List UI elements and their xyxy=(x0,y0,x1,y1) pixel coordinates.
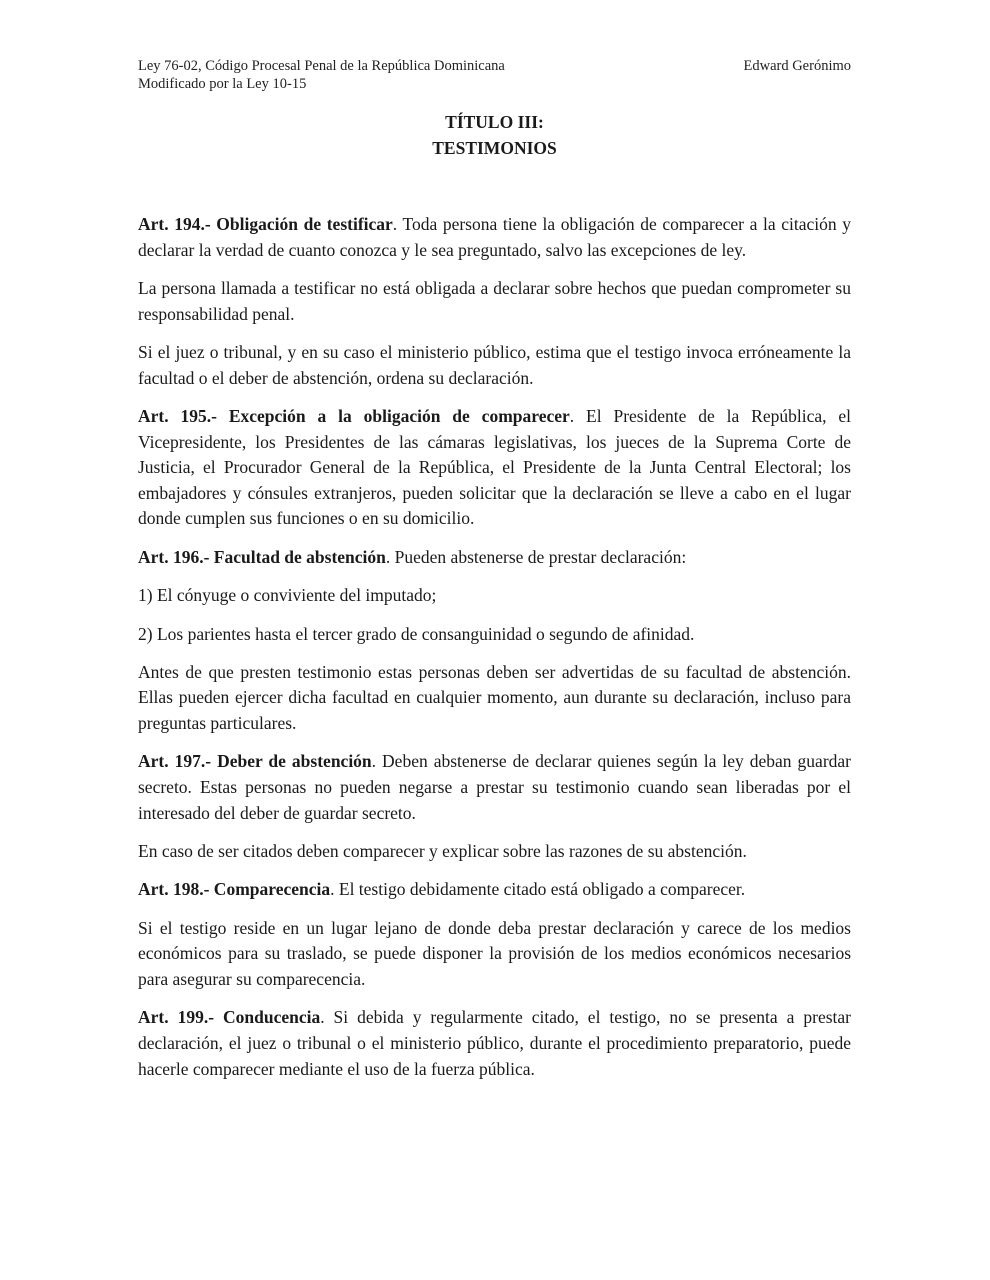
paragraph-text: La persona llamada a testificar no está obligada a declarar sobre hechos que puedan comprometer su responsabilidad penal. xyxy=(138,277,851,324)
paragraph xyxy=(138,276,851,327)
paragraph xyxy=(138,916,851,993)
paragraph xyxy=(138,660,851,737)
paragraph xyxy=(138,340,851,391)
paragraph-text: . Pueden abstenerse de prestar declaración: xyxy=(385,546,687,567)
paragraph xyxy=(138,404,851,532)
paragraph-text: Si el juez o tribunal, y en su caso el ministerio público, estima que el testigo invoca erróneamente la facultad o el deber de abstención, ordena su declaración. xyxy=(138,341,851,388)
paragraph-text: . Toda persona tiene la obligación de comparecer a la citación y declarar la verdad de cuanto conozca y le sea preguntado, salvo las excepciones de ley. xyxy=(138,214,851,260)
paragraph xyxy=(138,1005,851,1082)
header-law-title: Ley 76-02, Código Procesal Penal de la República Dominicana xyxy=(138,58,505,74)
paragraph-text: Antes de que presten testimonio estas personas deben ser advertidas de su facultad de abstención. Ellas pueden ejercer dicha facultad en cualquier momento, aun durante su declaración, incluso para preguntas particulares. xyxy=(138,661,851,734)
list-item xyxy=(138,583,851,609)
paragraph xyxy=(138,545,851,571)
paragraph xyxy=(138,877,851,903)
paragraph-text: 1) El cónyuge o conviviente del imputado; xyxy=(138,585,437,606)
document-page xyxy=(138,57,851,1095)
paragraph-text: Si el testigo reside en un lugar lejano de donde deba prestar declaración y carece de los medios económicos para su traslado, se puede disponer la provisión de los medios económicos necesarios para asegurar su comparecencia. xyxy=(138,917,851,990)
article-heading: Art. 199.- Conducencia xyxy=(138,1007,321,1028)
article-heading: Art. 198.- Comparecencia xyxy=(138,879,331,900)
document-body xyxy=(138,212,851,1082)
paragraph-text: En caso de ser citados deben comparecer y explicar sobre las razones de su abstención. xyxy=(138,841,747,862)
paragraph-text: . El testigo debidamente citado está obligado a comparecer. xyxy=(330,879,746,900)
paragraph-text: . Deben abstenerse de declarar quienes según la ley deban guardar secreto. Estas personas no pueden negarse a prestar su testimonio cuando sean liberadas por el interesado del deber de guardar secreto. xyxy=(138,751,851,823)
paragraph xyxy=(138,839,851,865)
article-heading: Art. 195.- Excepción a la obligación de comparecer xyxy=(138,405,570,426)
list-item xyxy=(138,622,851,648)
paragraph xyxy=(138,749,851,826)
article-heading: Art. 194.- Obligación de testificar xyxy=(138,214,393,234)
page-header xyxy=(138,57,851,93)
paragraph-text: . Si debida y regularmente citado, el testigo, no se presenta a prestar declaración, el juez o tribunal o el ministerio público, durante el procedimiento preparatorio, puede hacerle comparecer mediante el uso de la fuerza pública. xyxy=(138,1007,851,1079)
paragraph-text: . El Presidente de la República, el Vicepresidente, los Presidentes de las cámaras legislativas, los jueces de la Suprema Corte de Justicia, el Procurador General de la República, el Presidente de la Junta Central Electoral; los embajadores y cónsules extranjeros, pueden solicitar que la declaración se lleve a cabo en el lugar donde cumplen sus funciones o en su domicilio. xyxy=(138,405,851,529)
header-modification: Modificado por la Ley 10-15 xyxy=(138,76,307,92)
paragraph-text: 2) Los parientes hasta el tercer grado de consanguinidad o segundo de afinidad. xyxy=(138,623,695,644)
paragraph xyxy=(138,212,851,263)
header-author: Edward Gerónimo xyxy=(743,58,851,74)
section-title xyxy=(138,109,851,161)
title-name: TESTIMONIOS xyxy=(432,138,557,158)
title-number: TÍTULO III: xyxy=(445,112,544,132)
article-heading: Art. 196.- Facultad de abstención xyxy=(138,546,386,567)
article-heading: Art. 197.- Deber de abstención xyxy=(138,751,372,772)
